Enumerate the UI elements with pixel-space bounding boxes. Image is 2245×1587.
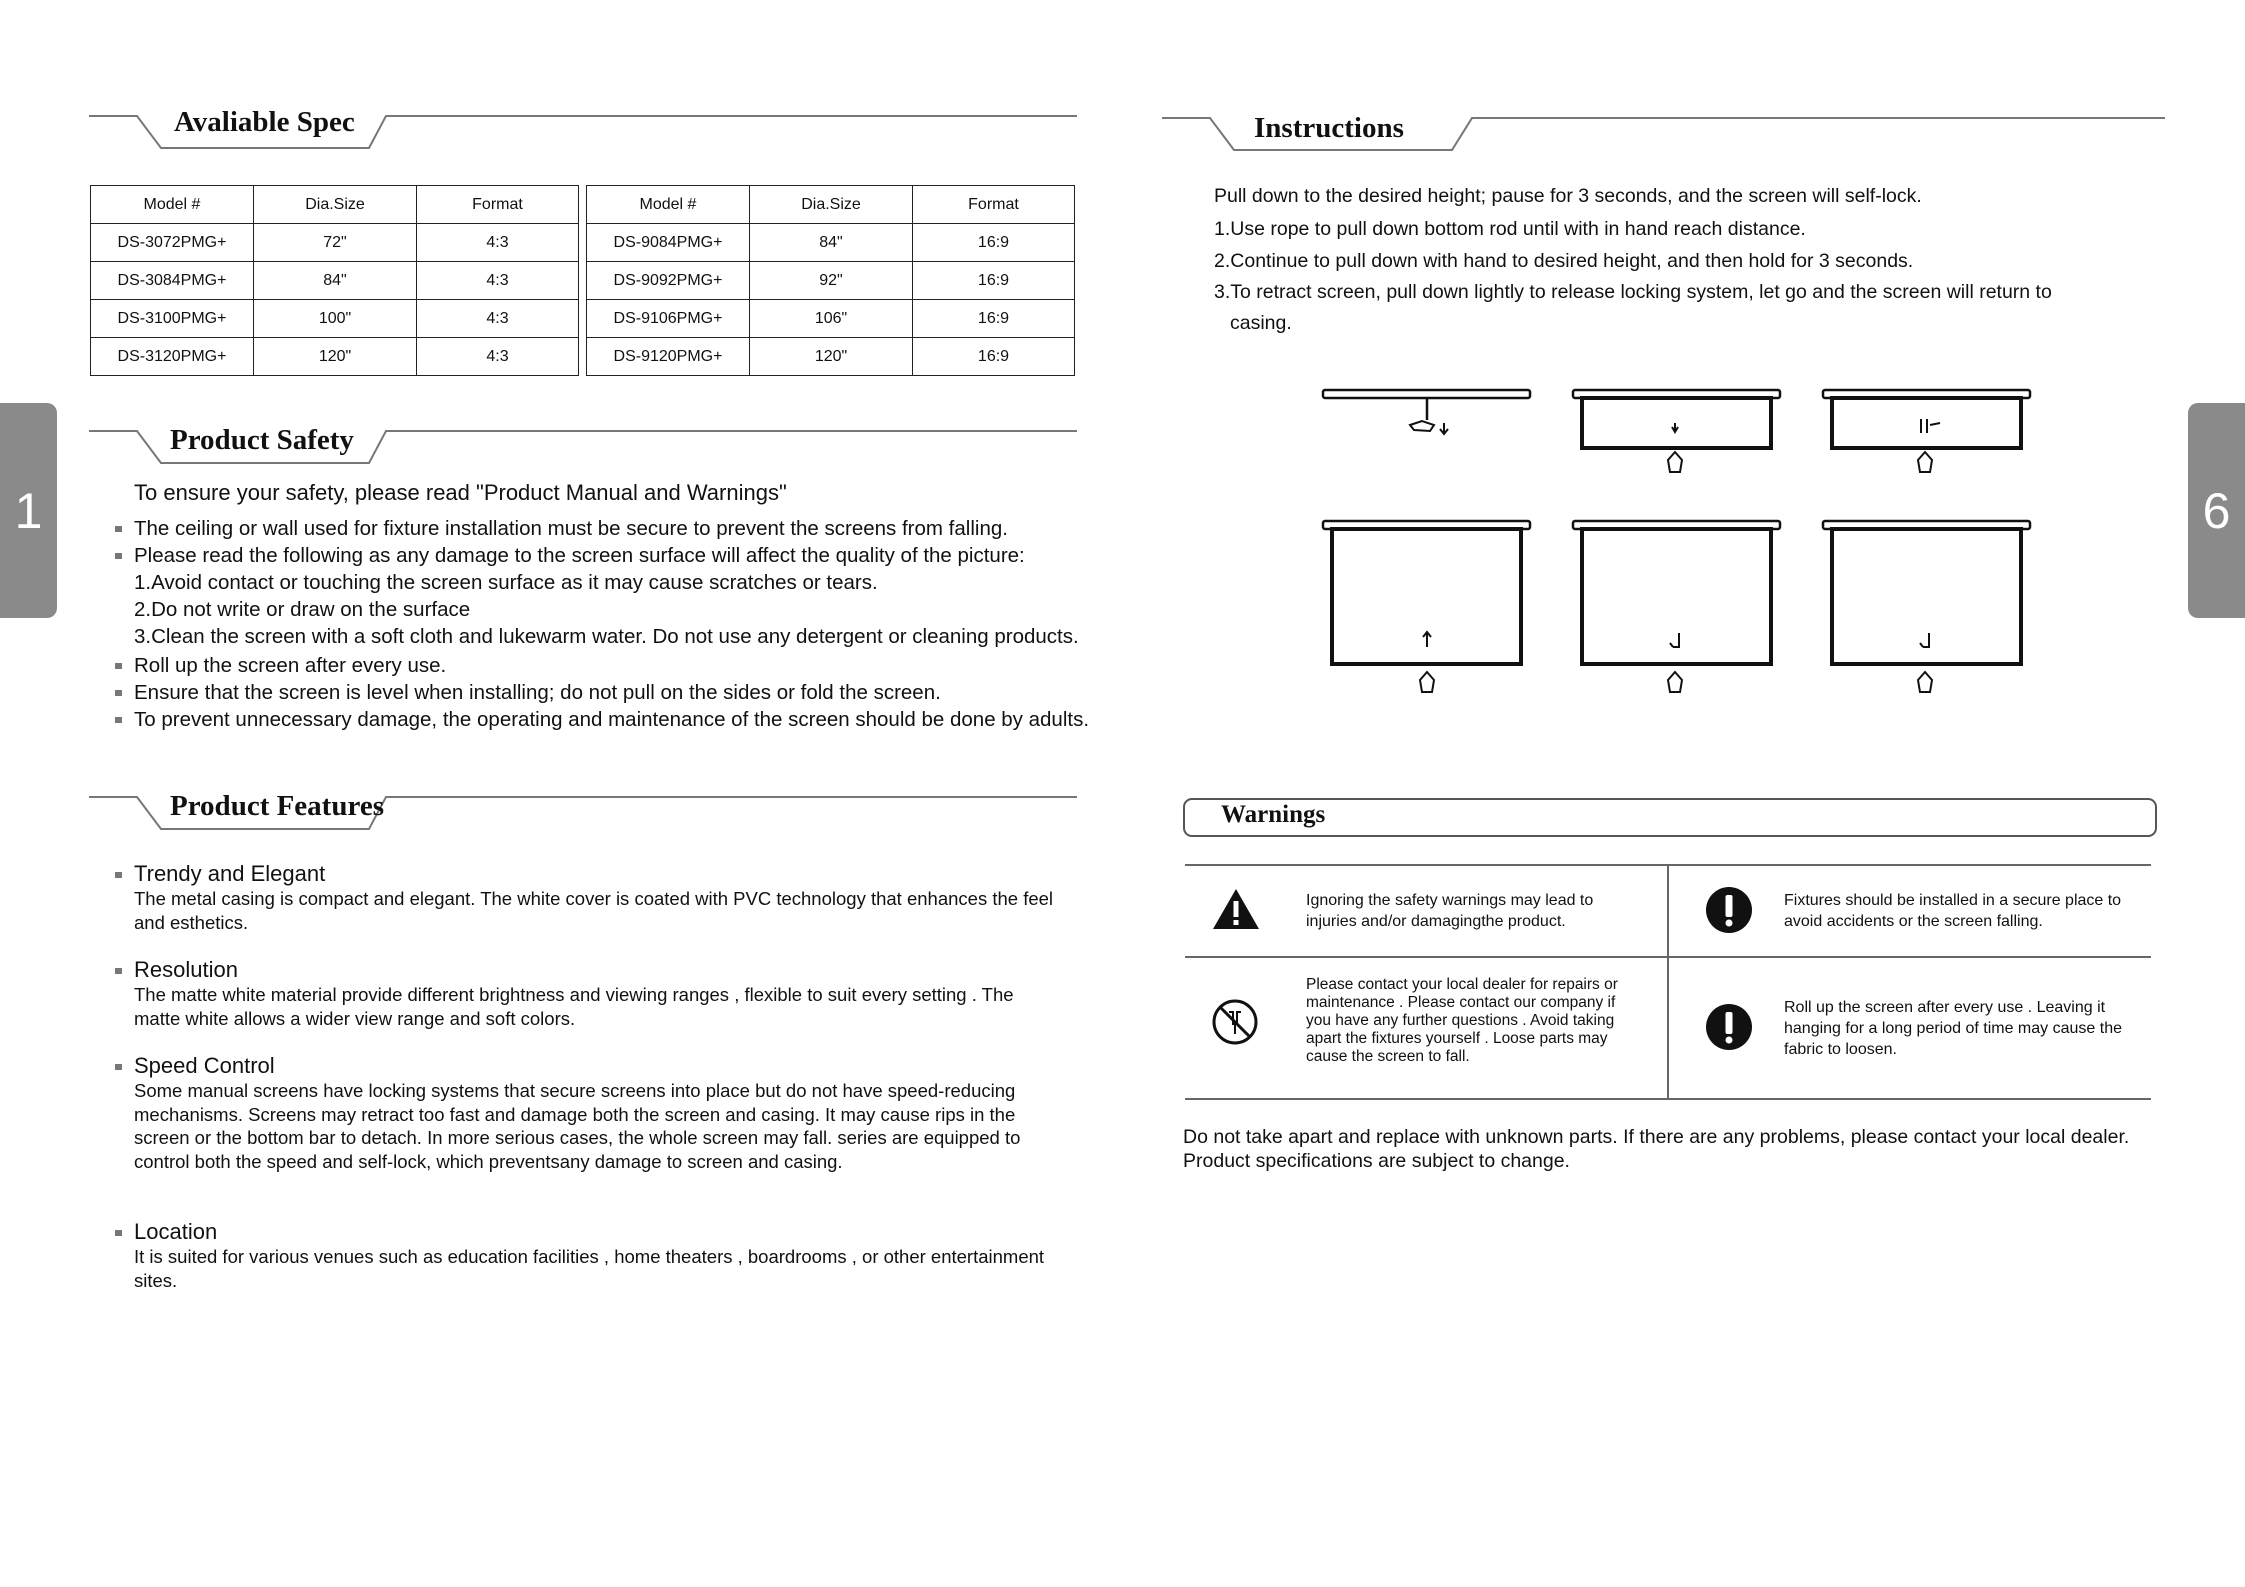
features-section-header <box>89 781 1079 837</box>
safety-line: 1.Avoid contact or touching the screen surface as it may cause scratches or tears. <box>134 571 878 594</box>
safety-line: Please read the following as any damage to the screen surface will affect the quality of the picture: <box>134 544 1025 567</box>
feature-title: Speed Control <box>134 1053 275 1078</box>
feature-title: Trendy and Elegant <box>134 861 326 886</box>
table-cell: 16:9 <box>913 338 1075 376</box>
diagram-step-4 <box>1323 521 1530 692</box>
diagram-step-5 <box>1573 521 1780 692</box>
safety-line: 3.Clean the screen with a soft cloth and lukewarm water. Do not use any detergent or cleaning products. <box>134 625 1079 648</box>
safety-line: 2.Do not write or draw on the surface <box>134 598 471 621</box>
warnings-title: Warnings <box>1221 801 1326 828</box>
diagram-step-3 <box>1823 390 2030 472</box>
table-cell: 120" <box>254 338 417 376</box>
page-number-tab-right <box>2188 403 2245 618</box>
table-cell: DS-9084PMG+ <box>587 224 750 262</box>
table-header-row <box>91 186 579 224</box>
table-cell: 4:3 <box>417 300 579 338</box>
warning-text: Please contact your local dealer for repairs or maintenance . Please contact our company if you have any further questions . Avoid taking apart the fixtures yourself . Loose parts may cause the screen to fall. <box>1306 976 1618 1065</box>
table-cell: DS-3100PMG+ <box>91 300 254 338</box>
exclamation-circle-icon <box>1705 886 1753 934</box>
table-cell: DS-3120PMG+ <box>91 338 254 376</box>
instruction-line: casing. <box>1230 312 1292 334</box>
table-header: Model # <box>587 186 750 224</box>
safety-intro: To ensure your safety, please read "Product Manual and Warnings" <box>134 480 787 505</box>
table-cell: 4:3 <box>417 224 579 262</box>
table-cell: 4:3 <box>417 338 579 376</box>
table-cell: 16:9 <box>913 262 1075 300</box>
instruction-line: Pull down to the desired height; pause for 3 seconds, and the screen will self-lock. <box>1214 185 1922 207</box>
table-cell: DS-9106PMG+ <box>587 300 750 338</box>
spec-title: Avaliable Spec <box>174 106 355 138</box>
table-cell: 120" <box>750 338 913 376</box>
warning-text: Ignoring the safety warnings may lead to injuries and/or damagingthe product. <box>1306 892 1594 930</box>
table-cell: 100" <box>254 300 417 338</box>
table-row <box>587 300 1075 338</box>
feature-title: Location <box>134 1219 218 1244</box>
warnings-header-box <box>1183 798 2157 837</box>
spec-table-left <box>90 185 579 376</box>
no-disassembly-icon <box>1211 998 1259 1046</box>
table-row <box>91 300 579 338</box>
table-cell: 4:3 <box>417 262 579 300</box>
instructions-section-header <box>1162 102 2172 158</box>
spec-table-right <box>586 185 1075 376</box>
table-cell: 84" <box>750 224 913 262</box>
table-cell: DS-9092PMG+ <box>587 262 750 300</box>
feature-body: The metal casing is compact and elegant. The white cover is coated with PVC technology that enhances the feel and esthetics. <box>134 888 1054 933</box>
table-cell: DS-9120PMG+ <box>587 338 750 376</box>
safety-line: The ceiling or wall used for fixture installation must be secure to prevent the screens from falling. <box>134 517 1008 540</box>
table-cell: 16:9 <box>913 300 1075 338</box>
table-row <box>587 224 1075 262</box>
warning-text: Roll up the screen after every use . Leaving it hanging for a long period of time may cause the fabric to loosen. <box>1784 999 2122 1058</box>
table-header-row <box>587 186 1075 224</box>
diagram-step-2 <box>1573 390 1780 472</box>
warning-text: Fixtures should be installed in a secure place to avoid accidents or the screen falling. <box>1784 892 2122 930</box>
table-row <box>587 338 1075 376</box>
table-row <box>91 338 579 376</box>
table-cell: 16:9 <box>913 224 1075 262</box>
safety-section-header <box>89 415 1079 471</box>
safety-line: Ensure that the screen is level when installing; do not pull on the sides or fold the screen. <box>134 681 941 704</box>
diagram-step-1 <box>1323 390 1530 434</box>
features-title: Product Features <box>170 790 384 822</box>
warnings-footer-line: Product specifications are subject to change. <box>1183 1150 1570 1172</box>
page-number-right: 6 <box>2202 482 2231 539</box>
feature-title: Resolution <box>134 957 238 982</box>
table-cell: 106" <box>750 300 913 338</box>
table-header: Model # <box>91 186 254 224</box>
table-header: Dia.Size <box>750 186 913 224</box>
instruction-line: 3.To retract screen, pull down lightly to release locking system, let go and the screen will return to <box>1214 281 2052 303</box>
table-header: Format <box>417 186 579 224</box>
table-cell: DS-3072PMG+ <box>91 224 254 262</box>
feature-body: The matte white material provide different brightness and viewing ranges , flexible to suit every setting . The matte white allows a wider view range and soft colors. <box>134 984 1014 1029</box>
feature-body: Some manual screens have locking systems that secure screens into place but do not have speed-reducing mechanisms. Screens may retract too fast and damage both the screen and casing. It may cause rips in the screen or the bottom bar to detach. In more serious cases, the whole screen may fall. series are equipped to control both the speed and self-lock, which preventsany damage to screen and casing. <box>134 1080 1021 1172</box>
table-cell: 84" <box>254 262 417 300</box>
table-cell: DS-3084PMG+ <box>91 262 254 300</box>
instruction-diagram <box>1318 385 2038 710</box>
page-number-tab-left <box>0 403 57 618</box>
table-row <box>91 224 579 262</box>
table-header: Format <box>913 186 1075 224</box>
instruction-line: 2.Continue to pull down with hand to desired height, and then hold for 3 seconds. <box>1214 250 1914 272</box>
table-row <box>587 262 1075 300</box>
instruction-line: 1.Use rope to pull down bottom rod until with in hand reach distance. <box>1214 218 1806 240</box>
table-row <box>91 262 579 300</box>
feature-body: It is suited for various venues such as education facilities , home theaters , boardrooms , or other entertainment sites. <box>134 1246 1045 1291</box>
warnings-footer-line: Do not take apart and replace with unknown parts. If there are any problems, please contact your local dealer. <box>1183 1126 2130 1148</box>
safety-title: Product Safety <box>170 424 354 456</box>
table-header: Dia.Size <box>254 186 417 224</box>
table-cell: 92" <box>750 262 913 300</box>
spec-section-header <box>89 100 1079 156</box>
triangle-warning-icon <box>1211 887 1261 931</box>
table-cell: 72" <box>254 224 417 262</box>
diagram-step-6 <box>1823 521 2030 692</box>
safety-line: To prevent unnecessary damage, the operating and maintenance of the screen should be done by adults. <box>134 708 1090 731</box>
instructions-title: Instructions <box>1254 112 1404 144</box>
page-number-left: 1 <box>14 482 43 539</box>
exclamation-circle-icon <box>1705 1003 1753 1051</box>
safety-line: Roll up the screen after every use. <box>134 654 447 677</box>
